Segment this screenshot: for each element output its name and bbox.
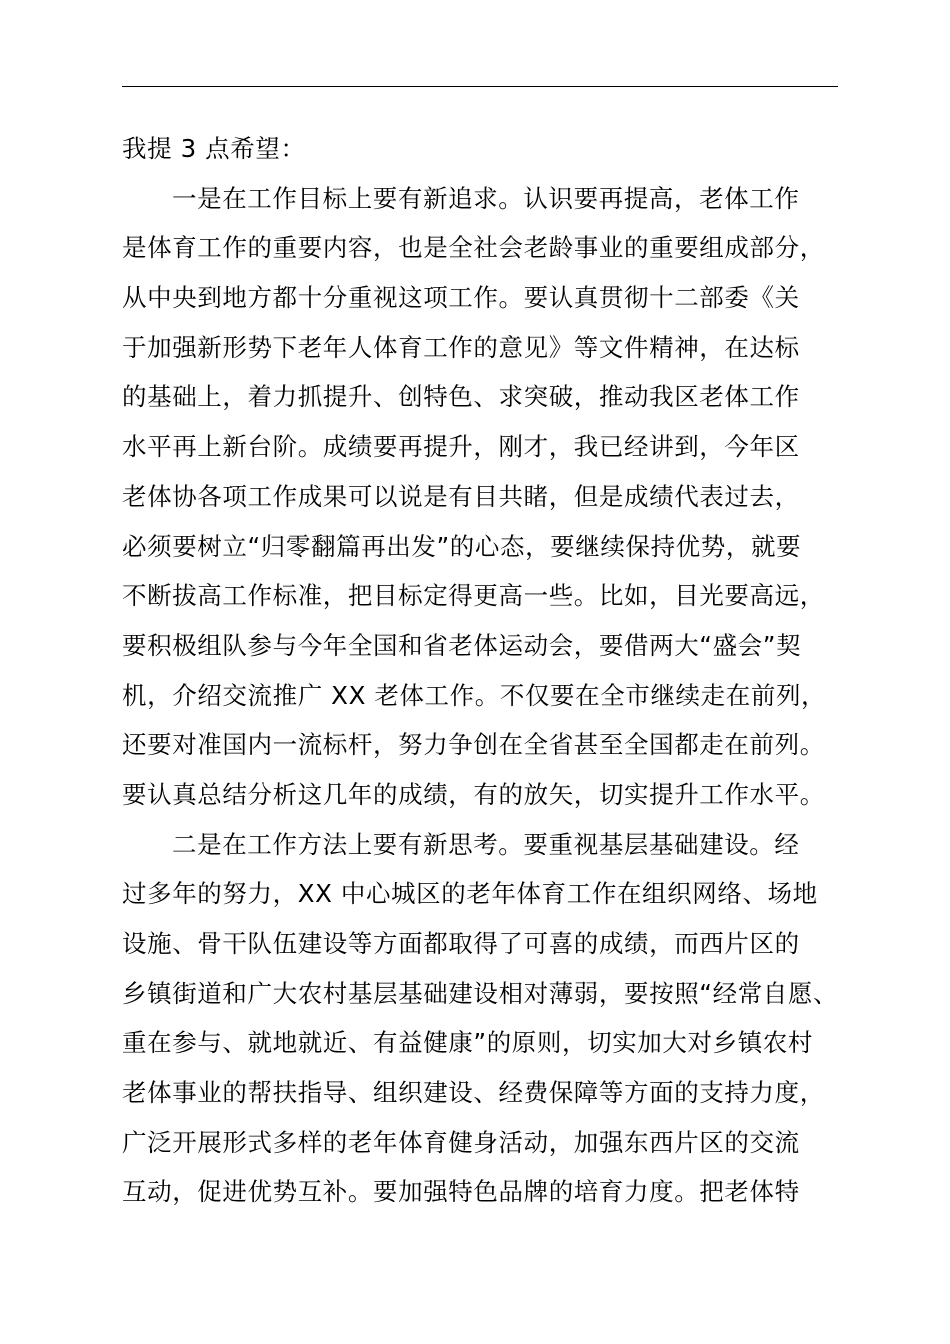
paragraph-2-line-3: 设施、骨干队伍建设等方面都取得了可喜的成绩，而西片区的 [122,929,800,958]
paragraph-1-line-11: 机，介绍交流推广 XX 老体工作。不仅要在全市继续走在前列， [122,680,827,710]
paragraph-2-line-7: 广泛开展形式多样的老年体育健身活动，加强东西片区的交流 [122,1127,800,1157]
paragraph-1-line-1: 一是在工作目标上要有新追求。认识要再提高，老体工作 [172,183,800,213]
paragraph-1-line-6: 水平再上新台阶。成绩要再提升，刚才，我已经讲到，今年区 [122,432,800,462]
paragraph-1-line-12: 还要对准国内一流标杆，努力争创在全省甚至全国都走在前列。 [122,730,825,760]
paragraph-1-line-3: 从中央到地方都十分重视这项工作。要认真贯彻十二部委《关 [122,283,800,313]
paragraph-1-line-7: 老体协各项工作成果可以说是有目共睹，但是成绩代表过去， [122,481,800,511]
paragraph-1-line-2: 是体育工作的重要内容，也是全社会老龄事业的重要组成部分， [122,233,825,263]
paragraph-2-line-5: 重在参与、就地就近、有益健康”的原则，切实加大对乡镇农村 [122,1028,813,1058]
paragraph-1-line-8: 必须要树立“归零翻篇再出发”的心态，要继续保持优势，就要 [122,531,802,561]
paragraph-1-line-5: 的基础上，着力抓提升、创特色、求突破，推动我区老体工作 [122,382,800,412]
intro-line: 我提 3 点希望： [122,134,306,163]
document-body [122,124,862,1217]
paragraph-2-line-1: 二是在工作方法上要有新思考。要重视基层基础建设。经 [172,829,800,859]
paragraph-2-line-6: 老体事业的帮扶指导、组织建设、经费保障等方面的支持力度， [122,1078,825,1108]
paragraph-1-line-10: 要积极组队参与今年全国和省老体运动会，要借两大“盛会”契 [122,630,802,660]
header-rule [122,86,838,87]
paragraph-1-line-9: 不断拔高工作标准，把目标定得更高一些。比如，目光要高远， [122,581,825,611]
paragraph-1-line-13: 要认真总结分析这几年的成绩，有的放矢，切实提升工作水平。 [122,779,825,809]
paragraph-1-line-4: 于加强新形势下老年人体育工作的意见》等文件精神，在达标 [122,332,800,362]
paragraph-2-line-8: 互动，促进优势互补。要加强特色品牌的培育力度。把老体特 [122,1177,800,1207]
paragraph-2-line-4: 乡镇街道和广大农村基层基础建设相对薄弱，要按照“经常自愿、 [122,978,839,1008]
paragraph-2-line-2: 过多年的努力，XX 中心城区的老年体育工作在组织网络、场地 [122,879,818,909]
